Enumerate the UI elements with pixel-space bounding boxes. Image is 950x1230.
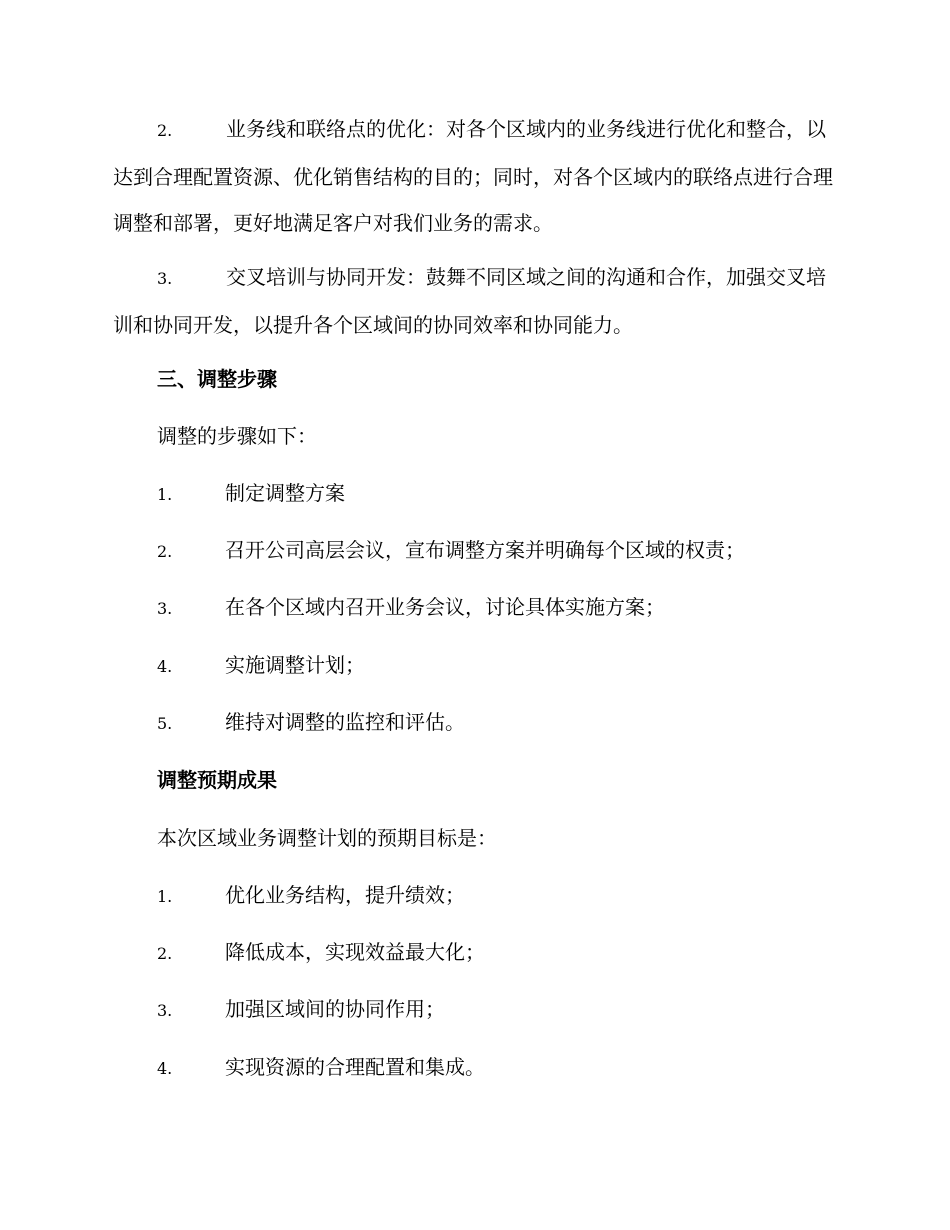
list-item-number: 3. — [157, 1001, 173, 1020]
list-item-number: 5. — [157, 714, 173, 733]
list-item — [157, 650, 365, 682]
list-item-text: 降低成本，实现效益最大化； — [225, 940, 485, 964]
list-item-text: 优化业务结构，提升绩效； — [225, 883, 465, 907]
list-item — [157, 994, 445, 1026]
section-heading-results: 调整预期成果 — [157, 768, 277, 792]
list-item — [157, 478, 345, 510]
paragraph-business-line-optimization — [113, 106, 833, 246]
section-heading-steps: 三、调整步骤 — [157, 367, 277, 391]
paragraph-number: 2. — [157, 121, 173, 140]
list-item-text: 维持对调整的监控和评估。 — [225, 710, 465, 734]
list-item-text: 召开公司高层会议，宣布调整方案并明确每个区域的权责； — [225, 538, 745, 562]
list-item-text: 加强区域间的协同作用； — [225, 997, 445, 1021]
list-item — [157, 592, 665, 624]
list-item-text: 制定调整方案 — [225, 481, 345, 505]
list-item-text: 实施调整计划； — [225, 653, 365, 677]
list-item — [157, 707, 465, 739]
list-item — [157, 1052, 485, 1084]
list-item-number: 1. — [157, 485, 173, 504]
paragraph-number: 3. — [157, 269, 173, 288]
list-item — [157, 880, 465, 912]
list-item-number: 2. — [157, 542, 173, 561]
list-item — [157, 535, 745, 567]
list-item-number: 4. — [157, 1059, 173, 1078]
section-intro-results: 本次区域业务调整计划的预期目标是： — [157, 826, 497, 850]
list-item-number: 4. — [157, 657, 173, 676]
paragraph-text: 交叉培训与协同开发：鼓舞不同区域之间的沟通和合作，加强交叉培训和协同开发，以提升各个区域间的协同效率和协同能力。 — [113, 265, 826, 337]
list-item-text: 实现资源的合理配置和集成。 — [225, 1055, 485, 1079]
list-item — [157, 937, 485, 969]
paragraph-cross-training — [113, 254, 833, 348]
section-intro-steps: 调整的步骤如下： — [157, 424, 317, 448]
list-item-number: 3. — [157, 599, 173, 618]
list-item-text: 在各个区域内召开业务会议，讨论具体实施方案； — [225, 595, 665, 619]
list-item-number: 2. — [157, 944, 173, 963]
list-item-number: 1. — [157, 887, 173, 906]
paragraph-text: 业务线和联络点的优化：对各个区域内的业务线进行优化和整合，以达到合理配置资源、优化销售结构的目的；同时，对各个区域内的联络点进行合理调整和部署，更好地满足客户对我们业务的需求。 — [113, 117, 833, 235]
